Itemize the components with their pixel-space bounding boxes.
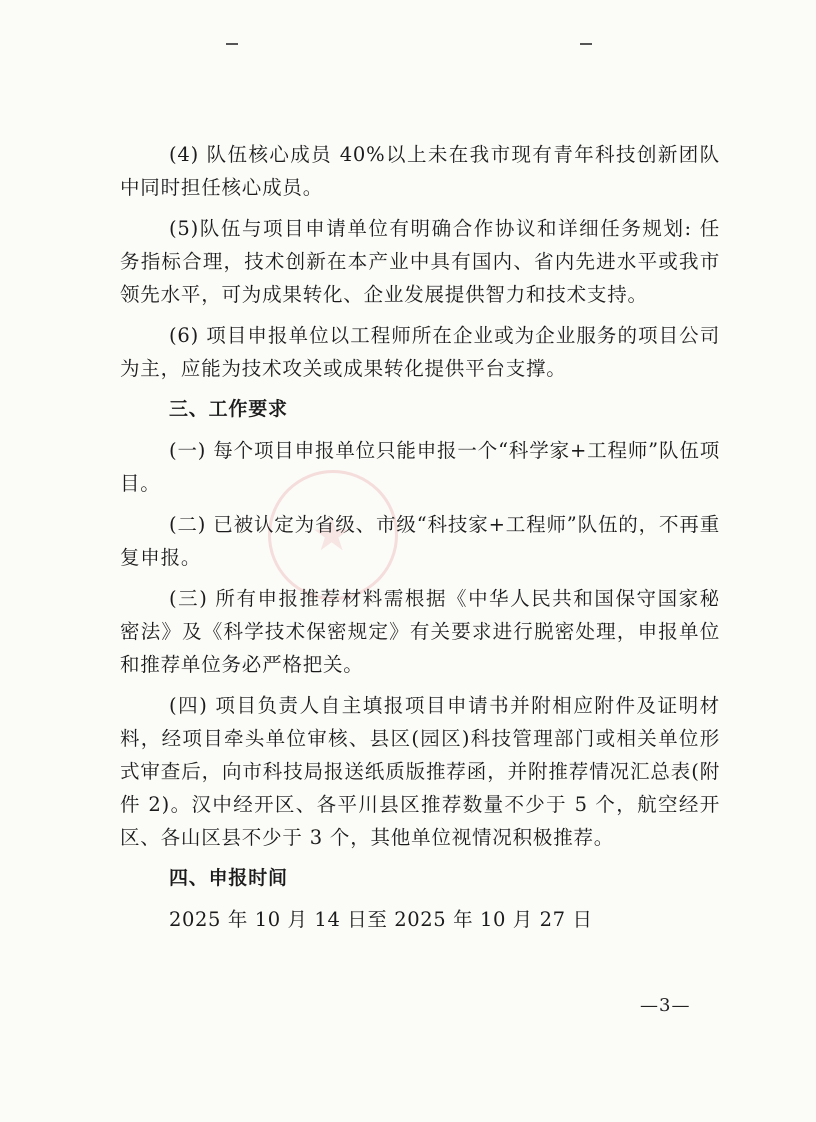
- paragraph-item-5: (5)队伍与项目申请单位有明确合作协议和详细任务规划: 任务指标合理，技术创新在本产业中具有国内、省内先进水平或我市领先水平，可为成果转化、企业发展提供智力和技术支持。: [120, 217, 720, 306]
- document-page: [120, 138, 720, 936]
- requirement-paragraph-1: (一) 每个项目申报单位只能申报一个“科学家+工程师”队伍项目。: [120, 439, 720, 495]
- scan-mark-top: [226, 43, 238, 45]
- page-number: —3—: [640, 995, 691, 1016]
- paragraph-item-4: (4) 队伍核心成员 40%以上未在我市现有青年科技创新团队中同时担任核心成员。: [120, 143, 720, 199]
- requirement-paragraph-4: (四) 项目负责人自主填报项目申请书并附相应附件及证明材料，经项目牵头单位审核、县区(园区)科技管理部门或相关单位形式审查后，向市科技局报送纸质版推荐函，并附推荐情况汇总表(附件 2)。汉中经开区、各平川县区推荐数量不少于 5 个，航空经开区、各山区县不少于 3 个，其他单位视情况积极推荐。: [120, 694, 720, 849]
- scan-mark-top-right: [580, 43, 592, 45]
- requirement-paragraph-3: (三) 所有申报推荐材料需根据《中华人民共和国保守国家秘密法》及《科学技术保密规定》有关要求进行脱密处理，申报单位和推荐单位务必严格把关。: [120, 587, 720, 676]
- section-title-application-time: 四、申报时间: [169, 867, 288, 889]
- application-date-range: 2025 年 10 月 14 日至 2025 年 10 月 27 日: [169, 908, 593, 931]
- paragraph-item-6: (6) 项目申报单位以工程师所在企业或为企业服务的项目公司为主，应能为技术攻关或成果转化提供平台支撑。: [120, 324, 720, 380]
- section-title-work-requirements: 三、工作要求: [169, 398, 288, 420]
- requirement-paragraph-2: (二) 已被认定为省级、市级“科技家+工程师”队伍的，不再重复申报。: [120, 513, 720, 569]
